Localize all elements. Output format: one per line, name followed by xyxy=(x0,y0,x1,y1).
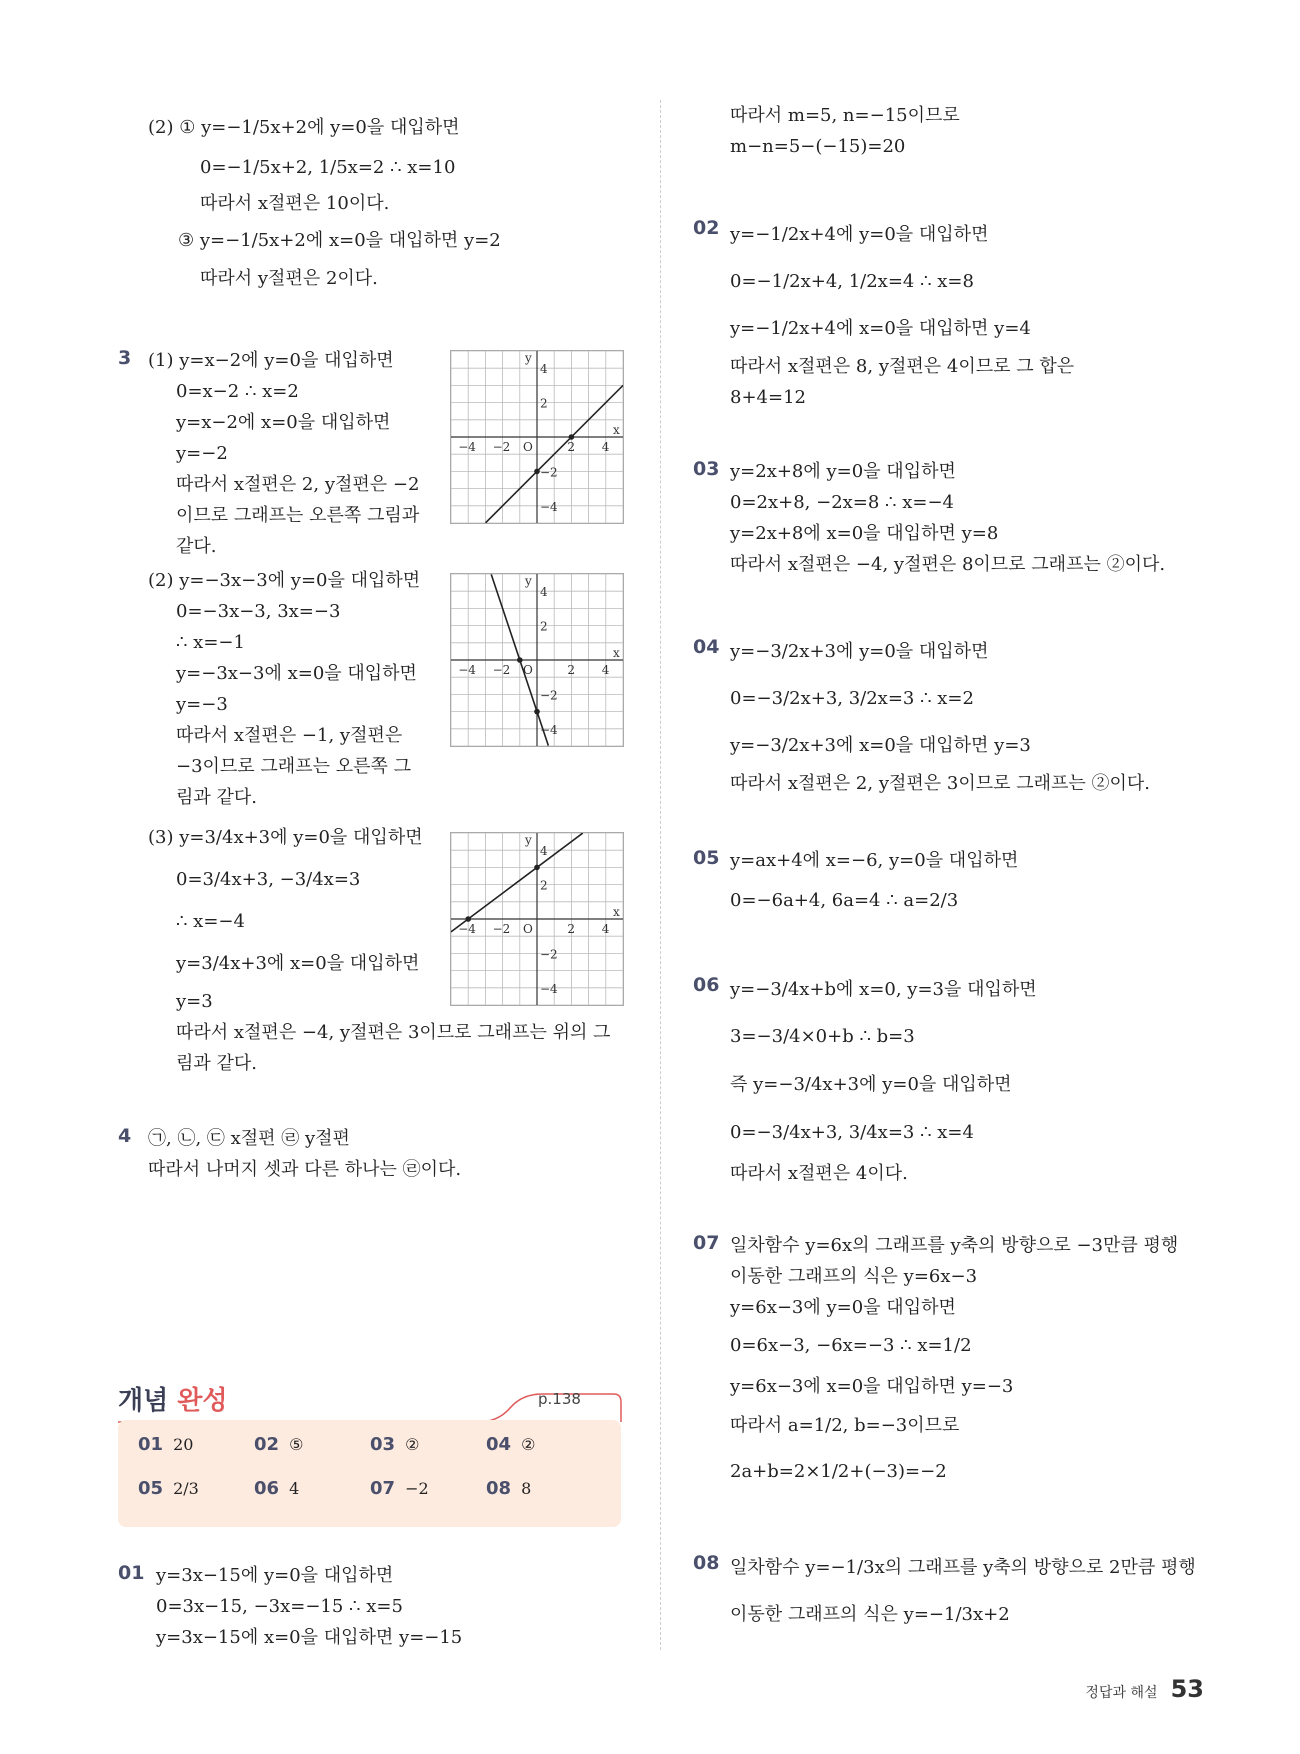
text-line: m−n=5−(−15)=20 xyxy=(730,136,906,157)
text-line: 0=3/4x+3, −3/4x=3 xyxy=(176,869,361,890)
question-number: 4 xyxy=(118,1125,132,1147)
y-tick-label: 4 xyxy=(540,362,548,377)
text-line: y=2x+8에 x=0을 대입하면 y=8 xyxy=(730,523,999,544)
x-tick-label: 4 xyxy=(601,663,610,677)
text-line: y=−2 xyxy=(176,443,228,464)
text-line: 즉 y=−3/4x+3에 y=0을 대입하면 xyxy=(730,1074,1012,1095)
text-line: 따라서 m=5, n=−15이므로 xyxy=(730,105,960,126)
origin-label: O xyxy=(523,440,533,454)
origin-label: O xyxy=(523,922,533,936)
answer-item: 08 8 xyxy=(486,1478,532,1499)
intercept-point xyxy=(534,709,540,715)
text-line: y=−3/2x+3에 y=0을 대입하면 xyxy=(730,641,989,662)
x-tick-label: −2 xyxy=(492,440,511,454)
question-3-part-2 xyxy=(148,565,420,813)
text-line: 같다. xyxy=(176,536,217,557)
text-line: 0=2x+8, −2x=8 ∴ x=−4 xyxy=(730,492,954,513)
concept-title-a: 개념 xyxy=(118,1386,169,1416)
y-axis-label: y xyxy=(525,351,532,365)
intercept-point xyxy=(569,434,575,440)
text-line: 따라서 x절편은 −1, y절편은 xyxy=(176,725,403,746)
text-line: y=−3/4x+b에 x=0, y=3을 대입하면 xyxy=(730,979,1037,1000)
x-tick-label: −2 xyxy=(492,663,511,677)
y-tick-label: 4 xyxy=(540,844,548,859)
question-number: 03 xyxy=(693,458,720,480)
y-tick-label: −2 xyxy=(540,465,558,480)
text-line: y=6x−3에 y=0을 대입하면 xyxy=(730,1297,956,1318)
text-line: 따라서 x절편은 2, y절편은 −2 xyxy=(176,474,420,495)
x-tick-label: 2 xyxy=(567,663,576,677)
intercept-point xyxy=(465,916,471,922)
text-line: y=−3/2x+3에 x=0을 대입하면 y=3 xyxy=(730,735,1031,756)
x-tick-label: 2 xyxy=(567,440,576,454)
text-line: y=x−2에 x=0을 대입하면 xyxy=(176,412,391,433)
text-line: y=−1/2x+4에 x=0을 대입하면 y=4 xyxy=(730,318,1031,339)
text-line: 0=−6a+4, 6a=4 ∴ a=2/3 xyxy=(730,890,959,911)
intercept-point xyxy=(534,469,540,475)
text-line: y=−3x−3에 x=0을 대입하면 xyxy=(176,663,417,684)
text-line: ③ y=−1/5x+2에 x=0을 대입하면 y=2 xyxy=(178,230,501,251)
text-line: y=3x−15에 y=0을 대입하면 xyxy=(156,1565,394,1586)
text-line: 림과 같다. xyxy=(176,787,257,808)
text-line: 일차함수 y=6x의 그래프를 y축의 방향으로 −3만큼 평행 xyxy=(730,1235,1179,1256)
answer-item: 05 2/3 xyxy=(138,1478,199,1499)
text-line: (2) y=−3x−3에 y=0을 대입하면 xyxy=(148,570,421,591)
text-line: ∴ x=−4 xyxy=(176,911,245,932)
text-line: ㉠, ㉡, ㉢ x절편 ㉣ y절편 xyxy=(148,1128,350,1149)
intercept-point xyxy=(517,657,523,663)
question-number: 01 xyxy=(118,1562,145,1584)
text-line: 이동한 그래프의 식은 y=6x−3 xyxy=(730,1266,978,1287)
question-number: 07 xyxy=(693,1232,720,1254)
text-line: 2a+b=2×1/2+(−3)=−2 xyxy=(730,1461,947,1482)
x-tick-label: 2 xyxy=(567,922,576,936)
question-3-part-1 xyxy=(148,345,419,562)
graph-line xyxy=(451,833,583,932)
question-number: 3 xyxy=(118,347,132,369)
text-line: 0=−1/2x+4, 1/2x=4 ∴ x=8 xyxy=(730,271,974,292)
text-line: 8+4=12 xyxy=(730,387,806,408)
text-line: 0=3x−15, −3x=−15 ∴ x=5 xyxy=(156,1596,403,1617)
text-line: 이므로 그래프는 오른쪽 그림과 xyxy=(176,505,420,526)
problem-2-part xyxy=(148,108,501,294)
page-footer xyxy=(1085,1675,1204,1703)
text-line: 일차함수 y=−1/3x의 그래프를 y축의 방향으로 2만큼 평행 xyxy=(730,1557,1196,1578)
text-line: (1) y=x−2에 y=0을 대입하면 xyxy=(148,350,394,371)
page-number: 53 xyxy=(1170,1675,1204,1703)
y-tick-label: −4 xyxy=(540,722,558,737)
text-line: y=3 xyxy=(176,991,213,1012)
text-line: 따라서 x절편은 2, y절편은 3이므로 그래프는 ②이다. xyxy=(730,773,1150,794)
y-tick-label: 2 xyxy=(540,878,548,893)
text-line: (3) y=3/4x+3에 y=0을 대입하면 xyxy=(148,827,423,848)
text-line: ∴ x=−1 xyxy=(176,632,245,653)
text-line: 0=−3/2x+3, 3/2x=3 ∴ x=2 xyxy=(730,688,974,709)
answer-item: 02 ⑤ xyxy=(254,1434,304,1455)
question-number: 04 xyxy=(693,636,720,658)
x-axis-label: x xyxy=(613,423,620,437)
text-line: 따라서 x절편은 8, y절편은 4이므로 그 합은 xyxy=(730,356,1075,377)
x-tick-label: 4 xyxy=(601,922,610,936)
text-line: −3이므로 그래프는 오른쪽 그 xyxy=(176,756,411,777)
graph-1 xyxy=(450,350,624,524)
text-line: 따라서 y절편은 2이다. xyxy=(200,268,378,289)
y-tick-label: −4 xyxy=(540,981,558,996)
question-number: 08 xyxy=(693,1552,720,1574)
concept-title-b: 완성 xyxy=(177,1386,228,1416)
text-line: y=6x−3에 x=0을 대입하면 y=−3 xyxy=(730,1376,1014,1397)
text-line: 따라서 x절편은 10이다. xyxy=(200,193,390,214)
y-tick-label: 2 xyxy=(540,619,548,634)
text-line: 따라서 x절편은 4이다. xyxy=(730,1163,908,1184)
text-line: 따라서 나머지 셋과 다른 하나는 ㉣이다. xyxy=(148,1159,462,1180)
text-line: y=−3 xyxy=(176,694,228,715)
text-line: 0=−1/5x+2, 1/5x=2 ∴ x=10 xyxy=(200,157,456,178)
answer-item: 03 ② xyxy=(370,1434,420,1455)
x-tick-label: −4 xyxy=(458,440,476,454)
answer-item: 07 −2 xyxy=(370,1478,429,1499)
text-line: 0=x−2 ∴ x=2 xyxy=(176,381,299,402)
y-tick-label: −4 xyxy=(540,499,558,514)
origin-label: O xyxy=(523,663,533,677)
question-number: 02 xyxy=(693,217,720,239)
x-tick-label: −4 xyxy=(458,663,476,677)
x-axis-label: x xyxy=(613,905,620,919)
x-tick-label: 4 xyxy=(601,440,610,454)
x-tick-label: −2 xyxy=(492,922,511,936)
y-tick-label: 4 xyxy=(540,585,548,600)
text-line: y=3/4x+3에 x=0을 대입하면 xyxy=(176,953,420,974)
question-number: 06 xyxy=(693,974,720,996)
text-line: 따라서 a=1/2, b=−3이므로 xyxy=(730,1415,960,1436)
text-line: 이동한 그래프의 식은 y=−1/3x+2 xyxy=(730,1604,1010,1625)
carryover-text xyxy=(730,100,960,162)
intercept-point xyxy=(534,865,540,871)
graph-3 xyxy=(450,832,624,1006)
answer-item: 04 ② xyxy=(486,1434,536,1455)
y-tick-label: −2 xyxy=(540,688,558,703)
text-line: 3=−3/4×0+b ∴ b=3 xyxy=(730,1026,915,1047)
concept-answer-box xyxy=(118,1420,621,1527)
text-line: 0=−3x−3, 3x=−3 xyxy=(176,601,341,622)
x-axis-label: x xyxy=(613,646,620,660)
text-line: (2) ① y=−1/5x+2에 y=0을 대입하면 xyxy=(148,117,460,138)
question-number: 05 xyxy=(693,847,720,869)
x-tick-label: −4 xyxy=(458,922,476,936)
answer-item: 01 20 xyxy=(138,1434,194,1455)
footer-label: 정답과 해설 xyxy=(1085,1685,1158,1701)
concept-page-ref: p.138 xyxy=(538,1390,581,1408)
y-tick-label: −2 xyxy=(540,947,558,962)
y-tick-label: 2 xyxy=(540,396,548,411)
text-line: 0=6x−3, −6x=−3 ∴ x=1/2 xyxy=(730,1335,972,1356)
text-line: 따라서 x절편은 −4, y절편은 3이므로 그래프는 위의 그 xyxy=(176,1022,611,1043)
graph-2 xyxy=(450,573,624,747)
y-axis-label: y xyxy=(525,574,532,588)
column-divider xyxy=(660,100,661,1650)
text-line: y=−1/2x+4에 y=0을 대입하면 xyxy=(730,224,989,245)
text-line: 0=−3/4x+3, 3/4x=3 ∴ x=4 xyxy=(730,1122,974,1143)
y-axis-label: y xyxy=(525,833,532,847)
text-line: y=3x−15에 x=0을 대입하면 y=−15 xyxy=(156,1627,463,1648)
text-line: y=ax+4에 x=−6, y=0을 대입하면 xyxy=(730,850,1019,871)
answer-item: 06 4 xyxy=(254,1478,300,1499)
text-line: 림과 같다. xyxy=(176,1053,257,1074)
text-line: y=2x+8에 y=0을 대입하면 xyxy=(730,461,956,482)
text-line: 따라서 x절편은 −4, y절편은 8이므로 그래프는 ②이다. xyxy=(730,554,1166,575)
